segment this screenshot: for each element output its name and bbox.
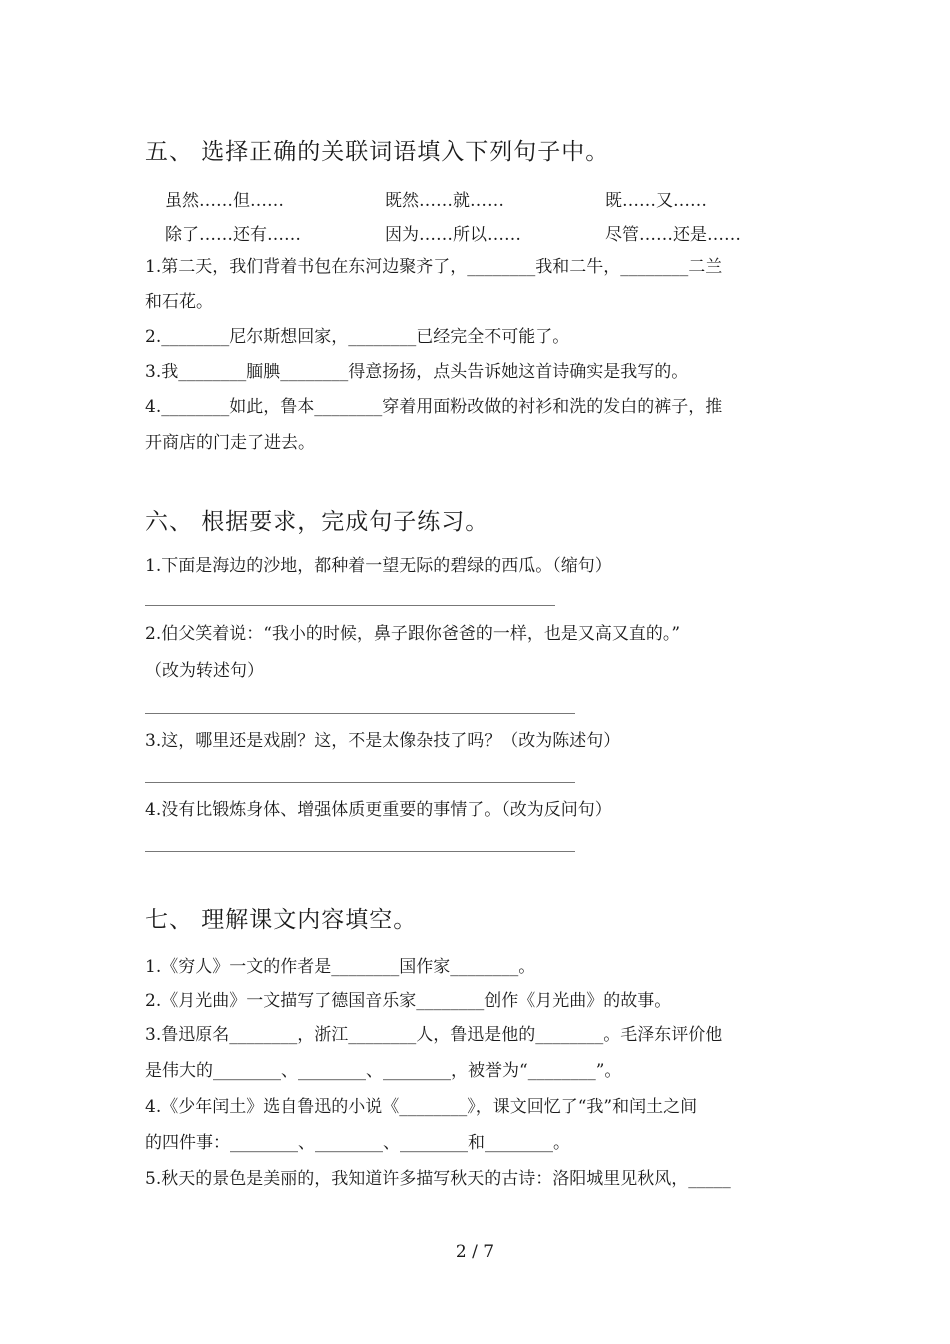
word-bank-item: 既……又…… [605,191,707,211]
answer-line[interactable] [145,605,555,606]
question-line: 1.第二天，我们背着书包在东河边聚齐了，________我和二牛，________二兰 [145,257,723,277]
question-line: 2.________尼尔斯想回家，________已经完全不可能了。 [145,327,570,347]
question-line: （改为转述句） [145,661,264,681]
question-line: 开商店的门走了进去。 [145,433,315,453]
question-line: 2.《月光曲》一文描写了德国音乐家________创作《月光曲》的故事。 [145,991,672,1011]
question-line: 是伟大的________、________、________，被誉为“________”。 [145,1061,622,1081]
section-7-title: 七、 理解课文内容填空。 [145,907,418,933]
question-line: 3.我________腼腆________得意扬扬，点头告诉她这首诗确实是我写的。 [145,362,689,382]
question-line: 4.没有比锻炼身体、增强体质更重要的事情了。（改为反问句） [145,800,612,820]
question-line: 4.________如此，鲁本________穿着用面粉改做的衬衫和洗的发白的裤子，推 [145,397,723,417]
question-line: 1.下面是海边的沙地，都种着一望无际的碧绿的西瓜。（缩句） [145,556,612,576]
section-5-title: 五、 选择正确的关联词语填入下列句子中。 [145,139,610,165]
section-6-title: 六、 根据要求，完成句子练习。 [145,509,490,535]
word-bank-item: 因为……所以…… [385,225,521,245]
question-line: 的四件事：________、________、________和________。 [145,1133,570,1153]
answer-line[interactable] [145,782,575,783]
answer-line[interactable] [145,851,575,852]
question-line: 和石花。 [145,292,213,312]
word-bank-item: 既然……就…… [385,191,504,211]
question-line: 4.《少年闰土》选自鲁迅的小说《________》，课文回忆了“我”和闰土之间 [145,1097,698,1117]
question-line: 3.鲁迅原名________，浙江________人，鲁迅是他的________。毛泽东评价他 [145,1025,723,1045]
page-number: 2 / 7 [455,1242,495,1262]
question-line: 3.这，哪里还是戏剧？这，不是太像杂技了吗？（改为陈述句） [145,731,621,751]
question-line: 2.伯父笑着说：“我小的时候，鼻子跟你爸爸的一样，也是又高又直的。” [145,624,681,644]
question-line: 5.秋天的景色是美丽的，我知道许多描写秋天的古诗：洛阳城里见秋风，_____ [145,1169,731,1189]
word-bank-item: 尽管……还是…… [605,225,741,245]
word-bank-item: 虽然……但…… [165,191,284,211]
question-line: 1.《穷人》一文的作者是________国作家________。 [145,957,536,977]
answer-line[interactable] [145,713,575,714]
word-bank-item: 除了……还有…… [165,225,301,245]
